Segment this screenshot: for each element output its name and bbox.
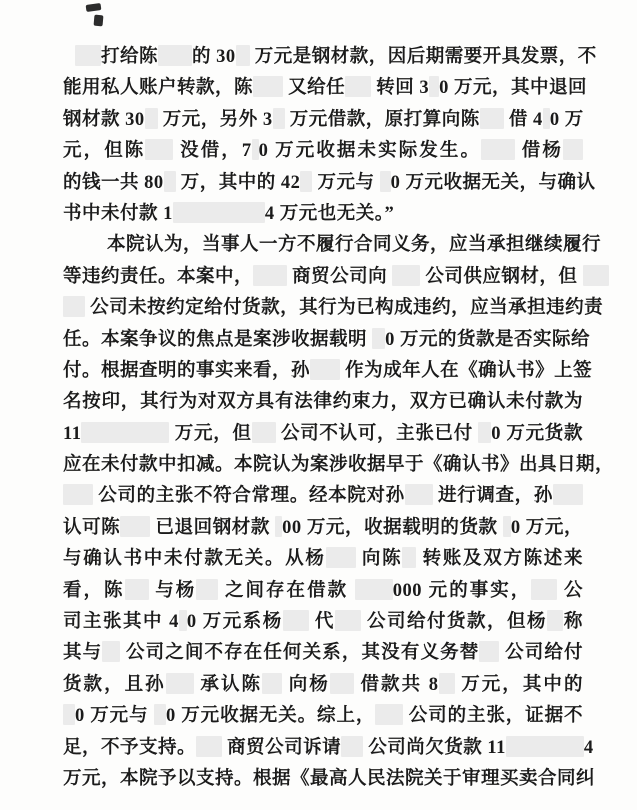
redaction-mark [392,265,420,286]
scan-artifact [94,15,104,27]
redaction-mark [429,76,439,97]
text-line [63,670,583,701]
text-segment: 借 4 [503,109,543,130]
redaction-mark [102,641,120,662]
redaction-mark [478,422,491,443]
text-line [63,764,596,795]
text-segment: 没借，7 [173,141,252,162]
document-text-block [63,42,615,795]
redaction-mark [63,484,93,505]
redaction-mark [252,139,259,160]
redaction-mark [439,673,455,694]
text-line [63,607,583,638]
text-segment: 商贸公司向 [287,266,393,287]
text-segment: 公司未按约定给付货款，其行为已构成违约，应当承担违约责 [85,298,604,319]
text-line [63,701,583,732]
text-segment: 足，不予支持。 [63,737,197,758]
text-segment: 0 万元系杨 [186,612,283,633]
text-line [63,638,583,669]
text-segment: 付。根据查明的事实来看，孙 [63,360,311,381]
text-segment: 0 万元的货款是否实际给 [385,329,591,350]
redaction-mark [283,610,309,631]
text-segment: 公司的主张，证据不 [403,706,583,727]
redaction-mark [154,704,166,725]
redaction-mark [479,641,499,662]
text-segment: 借杨 [515,141,563,162]
redaction-mark [330,673,354,694]
text-segment: 认可陈 [63,517,121,538]
text-segment: 任。本案争议的焦点是案涉收据载明 [63,329,373,350]
scan-artifact [86,3,102,12]
text-segment: 又给任 [283,78,346,99]
text-line [63,513,583,544]
redaction-mark [120,516,150,537]
text-segment: 司主张其中 4 [63,612,179,633]
text-segment: 公司不认可，主张已付 [275,423,479,444]
text-segment: 与确认书中未付款无关。从杨 [63,549,326,570]
text-segment: 本院认为，当事人一方不履行合同义务，应当承担继续履行 [107,235,602,256]
text-segment: 公司给付 [499,643,583,664]
text-segment: 万元借款，原打算向陈 [284,109,480,130]
text-line [63,733,594,764]
redaction-mark [236,45,250,66]
text-segment: 万元，另外 3 [157,109,273,130]
text-line [63,419,583,450]
text-segment: 公司的主张不符合常理。经本院对孙 [93,486,405,507]
text-segment: 作为成年人在《确认书》上签 [340,360,593,381]
text-segment: 11 [63,423,82,444]
text-segment: 万元，本院予以支持。根据《最高人民法院关于审理买卖合同纠 [63,768,596,789]
redaction-mark [75,45,101,66]
text-line [63,325,591,356]
text-line [63,168,596,199]
text-segment: 等违约责任。本案中， [63,266,254,287]
text-segment: 0 万元收据未实际发生。 [258,141,482,162]
text-segment: 之间存在借款 [218,580,355,601]
redaction-mark [380,171,391,192]
text-segment: 应在未付款中扣减。本院认为案涉收据早于《确认书》出具日期， [63,455,615,476]
text-segment: 000 元的事实， [392,580,532,601]
redaction-mark [81,422,169,443]
text-segment: 承认陈 [193,674,263,695]
redaction-mark [506,736,584,757]
text-segment: 0 万元货款 [491,423,583,444]
redaction-mark [335,610,361,631]
text-segment: 万元与 [312,172,380,193]
redaction-mark [531,579,557,600]
text-segment: 名按印，其行为对双方具有法律约束力，双方已确认未付款为 [63,392,583,413]
text-line [63,481,583,512]
text-line [63,450,615,481]
redaction-mark [300,171,312,192]
redaction-mark [480,108,504,129]
text-segment: 货款，且孙 [63,674,166,695]
text-line [63,199,583,230]
text-line [63,356,593,387]
redaction-mark [252,422,276,443]
text-segment: 00 万元，收据载明的货款 [282,517,503,538]
text-line [63,544,583,575]
text-segment: 代 [308,612,335,633]
redaction-mark [145,108,158,129]
redaction-mark [481,139,515,160]
redaction-mark [196,579,218,600]
redaction-mark [503,516,511,537]
text-segment: 能用私人账户转款，陈 [63,78,254,99]
text-segment: 公司之间不存在任何关系，其没有义务替 [120,643,480,664]
text-segment: 公司供应钢材，但 [420,266,583,287]
text-segment: 公司尚欠货款 11 [363,737,506,758]
redaction-mark [402,547,416,568]
redaction-mark [310,359,340,380]
text-segment: 商贸公司诉请 [222,737,342,758]
redaction-mark [345,76,371,97]
text-segment: 已退回钢材款 [150,517,276,538]
redaction-mark [173,202,265,223]
text-segment: 万元是钢材款，因后期需要开具发票，不 [249,47,597,67]
text-line [63,73,588,104]
redaction-mark [355,579,393,600]
redaction-mark [326,547,356,568]
redaction-mark [125,579,149,600]
text-segment: 0 万元，其中退回 [439,78,588,99]
text-segment: 4 万元也无关。” [264,203,395,224]
text-segment: 0 万元， [510,517,583,538]
text-segment: 公司给付货款，但杨 [360,612,547,633]
text-line [63,293,604,324]
redaction-mark [341,736,363,757]
redaction-mark [145,139,173,160]
redaction-mark [405,484,433,505]
text-segment: 向陈 [355,549,403,570]
text-segment: 看，陈 [63,580,125,601]
redaction-mark [63,704,75,725]
redaction-mark [547,610,563,631]
redaction-mark [158,45,192,66]
redaction-mark [375,704,403,725]
redaction-mark [63,296,85,317]
text-segment: 钢材款 30 [63,109,145,130]
redaction-mark [372,328,385,349]
text-segment: 转账及双方陈述来 [416,549,583,570]
redaction-mark [563,139,583,160]
text-segment: 向杨 [282,674,330,695]
text-line [63,262,583,293]
redaction-mark [543,108,550,129]
text-segment: 打给陈 [101,47,159,67]
redaction-mark [253,265,287,286]
text-line [63,136,583,167]
text-segment: 借款共 8 [353,674,439,695]
text-segment: 0 万元收据无关，与确认 [390,172,596,193]
redaction-mark [164,171,176,192]
text-segment: 其与 [63,643,103,664]
text-line [63,387,583,418]
text-segment: 公 [557,580,583,601]
text-segment: 进行调查，孙 [432,486,553,507]
text-line [63,42,597,73]
text-segment: 万，其中的 42 [175,172,301,193]
text-segment: 0 万元收据无关。综上， [166,706,376,727]
text-segment: 转回 3 [371,78,430,99]
redaction-mark [273,108,285,129]
text-segment: 万元，但 [169,423,252,444]
text-segment: 的 30 [192,47,236,67]
text-segment: 4 [583,737,594,758]
redaction-mark [196,736,222,757]
text-segment: 0 万元与 [75,706,154,727]
text-line [63,576,583,607]
text-segment: 元，但陈 [63,141,146,162]
redaction-mark [166,673,194,694]
text-segment: 万元，其中的 [454,674,583,695]
redaction-mark [583,265,609,286]
text-segment: 与杨 [148,580,197,601]
redaction-mark [553,484,583,505]
text-segment: 书中未付款 1 [63,203,173,224]
text-segment: 称 [562,612,583,633]
text-line [63,230,602,261]
text-segment: 0 万 [549,109,584,130]
redaction-mark [262,673,282,694]
redaction-mark [179,610,187,631]
text-line [63,105,583,136]
text-segment: 的钱一共 80 [63,172,164,193]
redaction-mark [253,76,283,97]
